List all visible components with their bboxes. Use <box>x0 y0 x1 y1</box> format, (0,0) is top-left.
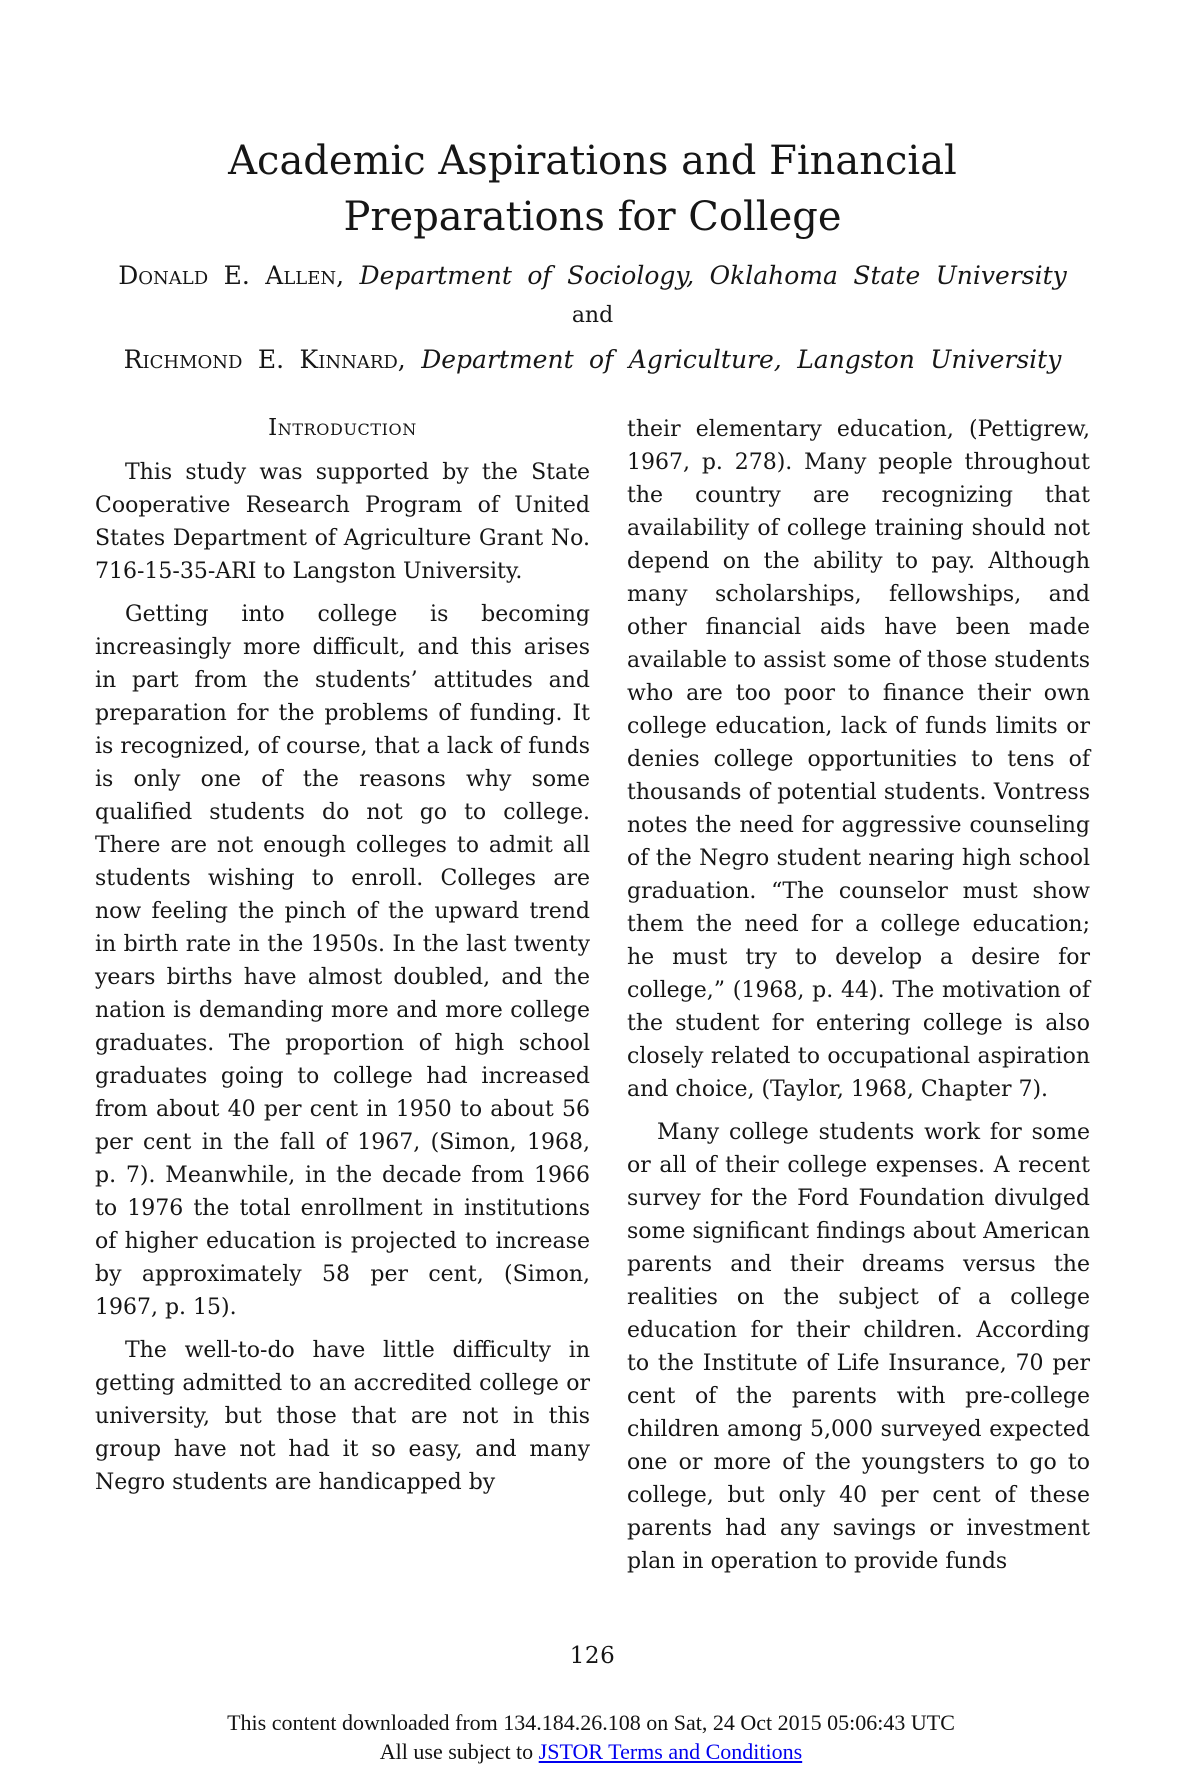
jstor-terms-link[interactable]: JSTOR Terms and Conditions <box>538 1739 803 1764</box>
two-column-body <box>95 413 1090 1588</box>
paragraph-left-3: The well-to-do have little difficulty in getting admitted to an accredited college or university, but those that are not in this group have not had it so easy, and many Negro students are handicapped by <box>95 1338 590 1495</box>
author-line-2 <box>95 343 1090 377</box>
page-number: 126 <box>569 1643 616 1669</box>
footer-download-line: This content downloaded from 134.184.26.108 on Sat, 24 Oct 2015 05:06:43 UTC <box>227 1710 955 1735</box>
author-2-affiliation: Department of Agriculture, Langston University <box>421 345 1062 374</box>
right-column <box>627 413 1090 1588</box>
author-1-name: Donald E. Allen, <box>118 261 345 290</box>
introduction-heading: Introduction <box>268 415 417 441</box>
footer-terms-prefix: All use subject to <box>379 1739 539 1764</box>
title-line-2: Preparations for College <box>343 194 842 240</box>
article-title <box>95 133 1090 245</box>
jstor-footer <box>0 1708 1182 1766</box>
left-column <box>95 413 590 1588</box>
paragraph-right-2: Many college students work for some or all of their college expenses. A recent survey for the Ford Foundation divulged some significant findings about American parents and their dreams versus the realities on the subject of a college education for their children. According to the Institute of Life Insurance, 70 per cent of the parents with pre-college children among 5,000 surveyed expected one or more of the youngsters to go to college, but only 40 per cent of these parents had any savings or investment plan in operation to provide funds <box>627 1120 1091 1574</box>
paragraph-right-1: their elementary education, (Pettigrew, 1967, p. 278). Many people throughout the country are recognizing that availability of college training should not depend on the ability to pay. Although many scholarships, fellowships, and other financial aids have been made available to assist some of those students who are too poor to finance their own college education, lack of funds limits or denies college opportunities to tens of thousands of potential students. Vontress notes the need for aggressive counseling of the Negro student nearing high school graduation. “The counselor must show them the need for a college education; he must try to develop a desire for college,” (1968, p. 44). The motivation of the student for entering college is also closely related to occupational aspiration and choice, (Taylor, 1968, Chapter 7). <box>627 417 1090 1102</box>
footer-terms-line <box>0 1737 1182 1766</box>
paragraph-left-2: Getting into college is becoming increasingly more difficult, and this arises in part from the students’ attitudes and preparation for the problems of funding. It is recognized, of course, that a lack of funds is only one of the reasons why some qualified students do not go to college. There are not enough colleges to admit all students wishing to enroll. Colleges are now feeling the pinch of the upward trend in birth rate in the 1950s. In the last twenty years births have almost doubled, and the nation is demanding more and more college graduates. The proportion of high school graduates going to college had increased from about 40 per cent in 1950 to about 56 per cent in the fall of 1967, (Simon, 1968, p. 7). Meanwhile, in the decade from 1966 to 1976 the total enrollment in institutions of higher education is projected to increase by approximately 58 per cent, (Simon, 1967, p. 15). <box>95 602 590 1320</box>
author-line-1 <box>95 259 1090 293</box>
and-connector: and <box>571 303 614 328</box>
author-2-name: Richmond E. Kinnard, <box>123 345 406 374</box>
title-line-1: Academic Aspirations and Financial <box>228 138 957 184</box>
author-1-affiliation: Department of Sociology, Oklahoma State University <box>359 261 1067 290</box>
paragraph-left-1: This study was supported by the State Cooperative Research Program of United States Department of Agriculture Grant No. 716-15-35-ARI to Langston University. <box>95 460 590 584</box>
